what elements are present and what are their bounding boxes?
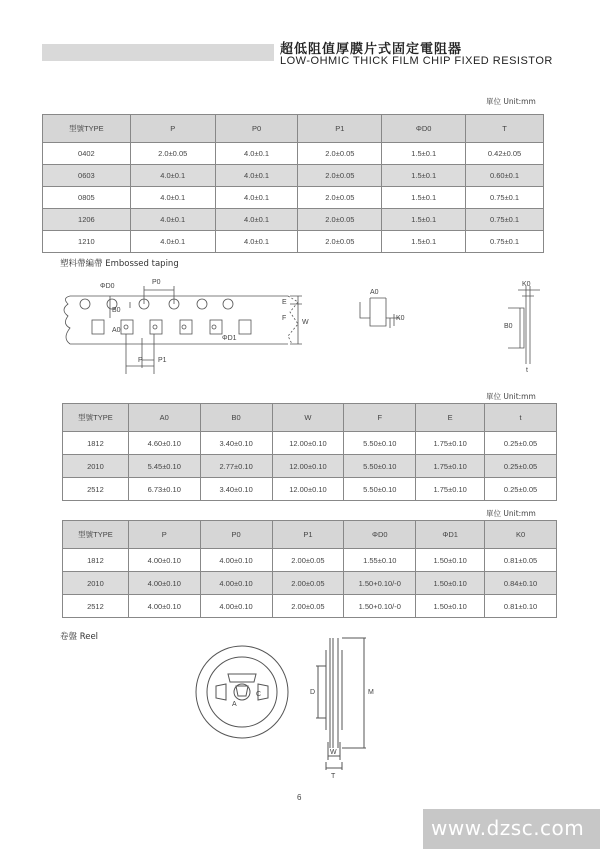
table-cell: 1.5±0.1: [382, 187, 466, 209]
table-cell: 4.0±0.1: [130, 165, 215, 187]
table-cell: 0.25±0.05: [485, 455, 557, 478]
table-row: [63, 478, 557, 501]
header-cell: A0: [128, 404, 200, 432]
table-cell: 0603: [43, 165, 131, 187]
b0-side-label: B0: [504, 323, 513, 330]
header-cell: P1: [272, 521, 344, 549]
header-cell: P0: [215, 115, 298, 143]
table-cell: 2.0±0.05: [298, 143, 382, 165]
table-cell: 0.75±0.1: [466, 187, 544, 209]
table-cell: 4.00±0.10: [200, 549, 272, 572]
table1-unit: 單位 Unit:mm: [486, 97, 536, 106]
p0-label: P0: [152, 279, 161, 286]
table-cell: 4.0±0.1: [130, 231, 215, 253]
table-cell: 0.81±0.10: [485, 595, 557, 618]
t-side-label: t: [526, 367, 528, 374]
header-cell: P1: [298, 115, 382, 143]
header-cell: 型號TYPE: [63, 404, 129, 432]
w-label: W: [302, 319, 309, 326]
table-cell: 2.00±0.05: [272, 549, 344, 572]
table-cell: 4.00±0.10: [128, 572, 200, 595]
table-cell: 1.50±0.10: [416, 549, 485, 572]
p1-label: P1: [158, 357, 167, 364]
table-cell: 0.75±0.1: [466, 231, 544, 253]
table-cell: 1.50±0.10: [416, 572, 485, 595]
table-cell: 1210: [43, 231, 131, 253]
table-cell: 4.0±0.1: [215, 143, 298, 165]
table-row: [63, 595, 557, 618]
table-cell: 2.77±0.10: [200, 455, 272, 478]
reel-d-label: D: [310, 689, 316, 696]
table-cell: 4.00±0.10: [128, 549, 200, 572]
table-row: [43, 231, 544, 253]
header-cell: B0: [200, 404, 272, 432]
table-header-row: [63, 521, 557, 549]
k0-side-label: K0: [522, 281, 531, 288]
table-cell: 5.50±0.10: [344, 432, 416, 455]
a0-label: A0: [112, 327, 121, 334]
table-cell: 2.00±0.05: [272, 595, 344, 618]
title-english: LOW-OHMIC THICK FILM CHIP FIXED RESISTOR: [280, 55, 553, 67]
reel-t-label: T: [331, 773, 336, 780]
header-cell: ΦD0: [344, 521, 416, 549]
table-cell: 1812: [63, 432, 129, 455]
table-cell: 0.42±0.05: [466, 143, 544, 165]
table-cell: 0.25±0.05: [485, 478, 557, 501]
table-row: [63, 572, 557, 595]
table-cell: 2010: [63, 455, 129, 478]
table-cell: 12.00±0.10: [272, 455, 344, 478]
table-header-row: [63, 404, 557, 432]
header-cell: 型號TYPE: [63, 521, 129, 549]
table-cell: 2.00±0.05: [272, 572, 344, 595]
reel-c-label: C: [256, 691, 262, 698]
table-cell: 4.00±0.10: [200, 595, 272, 618]
table-cell: 2512: [63, 595, 129, 618]
phid0-label: ΦD0: [100, 283, 115, 290]
table-cell: 1.75±0.10: [416, 455, 485, 478]
reel-w-label: W: [330, 749, 337, 756]
reel-label: 卷盤 Reel: [60, 632, 99, 642]
phid1-label: ΦD1: [222, 335, 237, 342]
table-cell: 2.0±0.05: [298, 165, 382, 187]
table-cell: 4.0±0.1: [130, 187, 215, 209]
header-cell: W: [272, 404, 344, 432]
table-cell: 0.25±0.05: [485, 432, 557, 455]
k0-section-label: K0: [396, 315, 405, 322]
table-cell: 3.40±0.10: [200, 478, 272, 501]
pitch-dimension-table: [62, 520, 557, 618]
table-cell: 2.0±0.05: [298, 231, 382, 253]
table-row: [43, 143, 544, 165]
table-cell: 1.5±0.1: [382, 165, 466, 187]
table-cell: 2.0±0.05: [298, 187, 382, 209]
table-cell: 4.0±0.1: [215, 165, 298, 187]
table3-unit: 單位 Unit:mm: [486, 509, 536, 518]
title-chinese: 超低阻值厚膜片式固定電阻器: [280, 42, 463, 57]
table-cell: 0.84±0.10: [485, 572, 557, 595]
table-row: [63, 455, 557, 478]
table-cell: 0.60±0.1: [466, 165, 544, 187]
header-cell: K0: [485, 521, 557, 549]
table-row: [63, 549, 557, 572]
table-cell: 1.5±0.1: [382, 143, 466, 165]
watermark: [423, 809, 600, 849]
table-cell: 4.60±0.10: [128, 432, 200, 455]
table-row: [43, 187, 544, 209]
table-cell: 1206: [43, 209, 131, 231]
table-cell: 1.50±0.10: [416, 595, 485, 618]
table-cell: 2.0±0.05: [130, 143, 215, 165]
table-cell: 0402: [43, 143, 131, 165]
table-cell: 1.75±0.10: [416, 432, 485, 455]
table-cell: 4.0±0.1: [215, 187, 298, 209]
table-cell: 5.45±0.10: [128, 455, 200, 478]
table-cell: 1.5±0.1: [382, 231, 466, 253]
table-cell: 4.0±0.1: [215, 209, 298, 231]
table-cell: 4.00±0.10: [200, 572, 272, 595]
reel-diagram: [190, 630, 390, 780]
table-cell: 4.00±0.10: [128, 595, 200, 618]
table-cell: 4.0±0.1: [130, 209, 215, 231]
header-cell: 型號TYPE: [43, 115, 131, 143]
a0-section-label: A0: [370, 289, 379, 296]
header-cell: P0: [200, 521, 272, 549]
header-cell: F: [344, 404, 416, 432]
table-cell: 0.81±0.05: [485, 549, 557, 572]
e-label: E: [282, 299, 287, 306]
table-cell: 12.00±0.10: [272, 478, 344, 501]
f-label: F: [282, 315, 287, 322]
table-cell: 3.40±0.10: [200, 432, 272, 455]
table-row: [63, 432, 557, 455]
header-bar: [42, 44, 274, 61]
tape-dimension-table: [42, 114, 544, 253]
table-cell: 1.50+0.10/-0: [344, 572, 416, 595]
table-cell: 2010: [63, 572, 129, 595]
header-cell: T: [466, 115, 544, 143]
table-cell: 1.55±0.10: [344, 549, 416, 572]
table-cell: 1.5±0.1: [382, 209, 466, 231]
table-cell: 1.50+0.10/-0: [344, 595, 416, 618]
table-cell: 5.50±0.10: [344, 478, 416, 501]
embossed-taping-label: 塑料帶編帶 Embossed taping: [60, 259, 179, 269]
watermark-text: www.dzsc.com: [431, 816, 585, 840]
table-header-row: [43, 115, 544, 143]
table-cell: 2.0±0.05: [298, 209, 382, 231]
table-row: [43, 209, 544, 231]
header-cell: P: [130, 115, 215, 143]
header-cell: t: [485, 404, 557, 432]
table-cell: 1.75±0.10: [416, 478, 485, 501]
table-cell: 1812: [63, 549, 129, 572]
table-cell: 0805: [43, 187, 131, 209]
reel-m-label: M: [368, 689, 374, 696]
table-cell: 2512: [63, 478, 129, 501]
table-cell: 5.50±0.10: [344, 455, 416, 478]
header-cell: E: [416, 404, 485, 432]
reel-a-label: A: [232, 701, 237, 708]
page-number: 6: [297, 793, 302, 802]
table-cell: 4.0±0.1: [215, 231, 298, 253]
p-label: P: [138, 357, 143, 364]
header-cell: ΦD0: [382, 115, 466, 143]
embossed-taping-diagram: [40, 268, 560, 380]
table-row: [43, 165, 544, 187]
table-cell: 6.73±0.10: [128, 478, 200, 501]
b0-label: B0: [112, 307, 121, 314]
pocket-dimension-table: [62, 403, 557, 501]
table-cell: 0.75±0.1: [466, 209, 544, 231]
table2-unit: 單位 Unit:mm: [486, 392, 536, 401]
header-cell: P: [128, 521, 200, 549]
header-cell: ΦD1: [416, 521, 485, 549]
table-cell: 12.00±0.10: [272, 432, 344, 455]
